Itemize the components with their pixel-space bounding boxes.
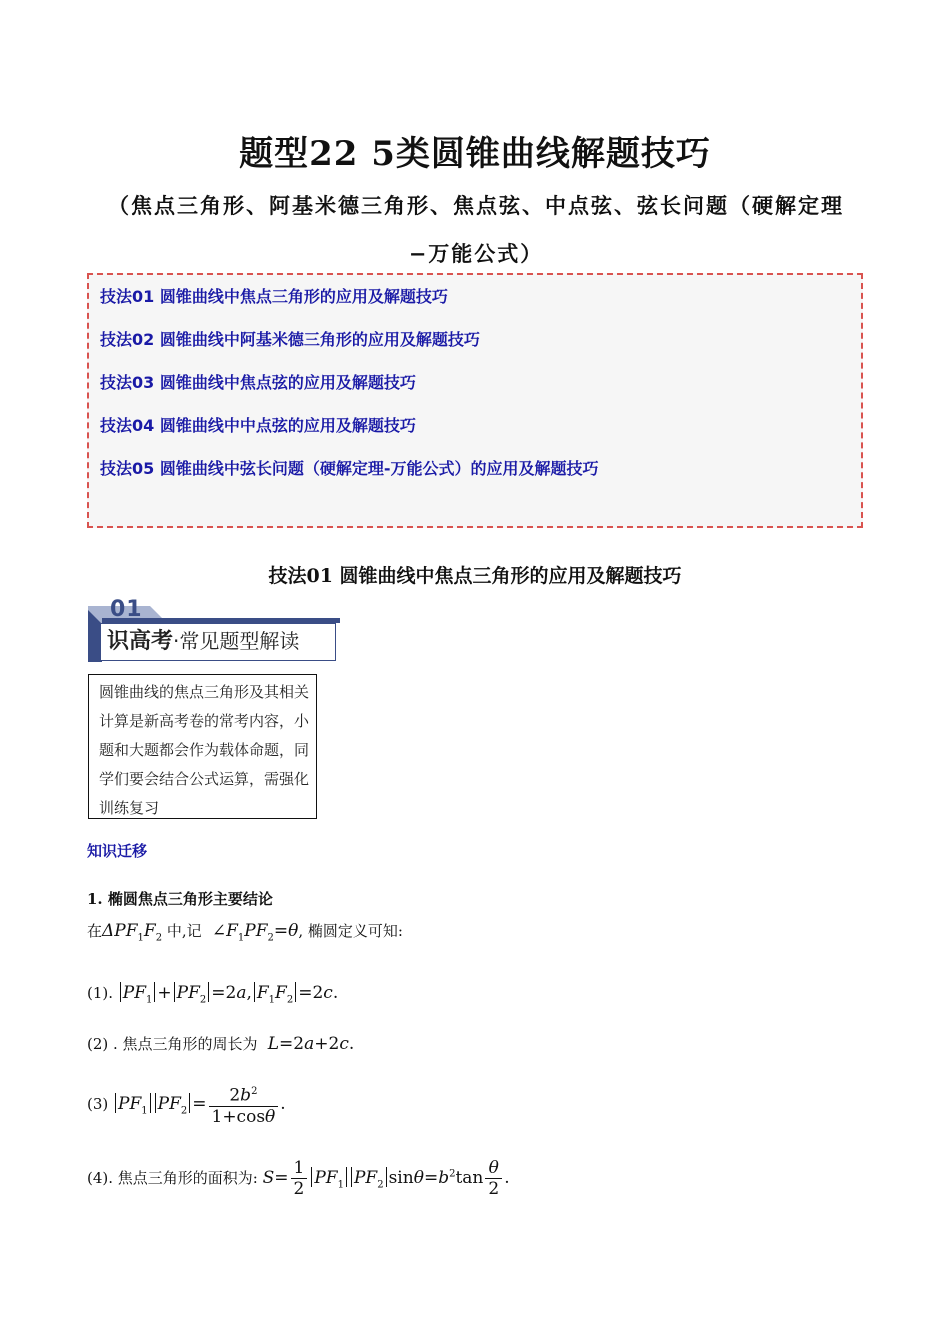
- formula-3: $PF_1$ $PF_2$ = $\frac{2b^2}{1+\cos\theta}$ .: [113, 1094, 286, 1114]
- toc-item-01[interactable]: 技法01 圆锥曲线中焦点三角形的应用及解题技巧: [100, 287, 448, 306]
- banner-label-rest: ·常见题型解读: [173, 629, 300, 653]
- page-title: 题型22 5类圆锥曲线解题技巧: [239, 134, 711, 174]
- definition-line: 在$\Delta PF_1F_2$ 中,记 $\angle F_1PF_2=\theta$, 椭圆定义可知:: [87, 921, 403, 944]
- result-2: (2) . 焦点三角形的周长为 L=2a+2c.: [87, 1034, 355, 1054]
- table-of-contents: [87, 273, 863, 528]
- intro-box: 圆锥曲线的焦点三角形及其相关计算是新高考卷的常考内容，小题和大题都会作为载体命题，同学们要会结合公式运算，需强化训练复习: [88, 674, 317, 819]
- knowledge-label: 知识迁移: [87, 842, 148, 860]
- result-1: (1). $PF_1 + PF_2 =2a$, $F_1F_2 =2c$.: [87, 983, 339, 1006]
- toc-item-05[interactable]: 技法05 圆锥曲线中弦长问题（硬解定理-万能公式）的应用及解题技巧: [100, 459, 599, 478]
- sub-heading: 1. 椭圆焦点三角形主要结论: [87, 890, 273, 908]
- toc-item-03[interactable]: 技法03 圆锥曲线中焦点弦的应用及解题技巧: [100, 373, 416, 392]
- result-3: (3) $PF_1$ $PF_2$ = $\frac{2b^2}{1+\cos\theta}$ .: [87, 1082, 286, 1127]
- banner-label: [100, 623, 336, 661]
- formula-triangle: $\Delta PF_1F_2$: [102, 921, 163, 944]
- toc-item-02[interactable]: 技法02 圆锥曲线中阿基米德三角形的应用及解题技巧: [100, 330, 480, 349]
- banner-number: 01: [110, 597, 143, 622]
- formula-4: S= $\frac{1}{2}$ $PF_1$ $PF_2$ $\sin\theta=b^2\tan$ $\frac{\theta}{2}$ .: [262, 1158, 510, 1199]
- result-4: (4). 焦点三角形的面积为: S= $\frac{1}{2}$ $PF_1$ $PF_2$ $\sin\theta=b^2\tan$ $\frac{\theta}{2}$ .: [87, 1158, 510, 1199]
- formula-angle: $\angle F_1PF_2=\theta$: [206, 921, 299, 944]
- page-subtitle: （焦点三角形、阿基米德三角形、焦点弦、中点弦、弦长问题（硬解定理−万能公式）: [108, 193, 844, 266]
- section-heading: 技法01 圆锥曲线中焦点三角形的应用及解题技巧: [268, 565, 682, 587]
- formula-1: $PF_1 + PF_2 =2a$, $F_1F_2 =2c$.: [118, 983, 338, 1003]
- banner-label-bold: 识高考: [107, 629, 174, 654]
- toc-item-04[interactable]: 技法04 圆锥曲线中中点弦的应用及解题技巧: [100, 416, 416, 435]
- formula-2: L=2a+2c.: [262, 1034, 355, 1054]
